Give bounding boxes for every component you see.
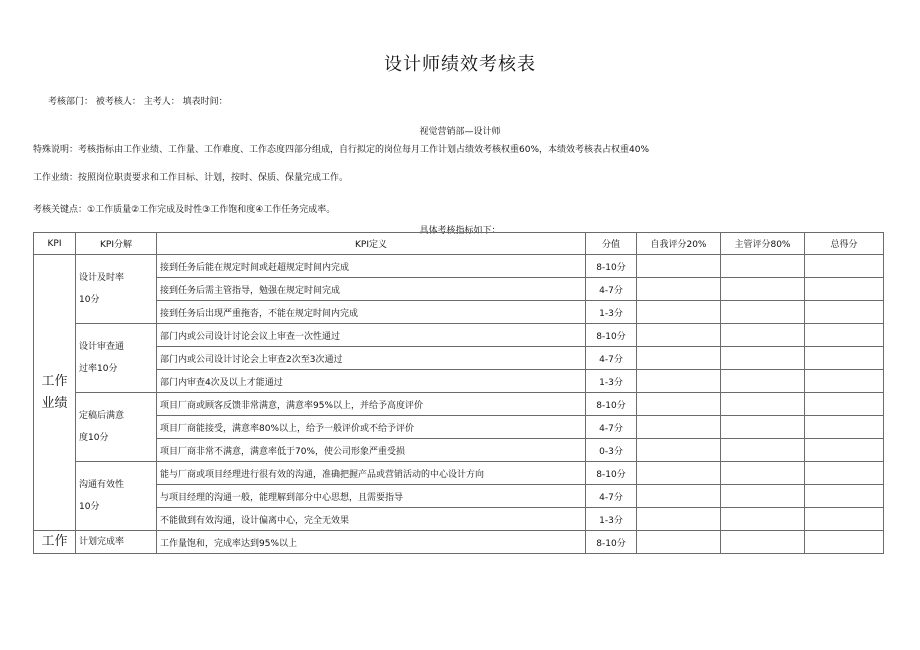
score-cell: 1-3分 [586,508,637,531]
kpi-decomposition-line: 10分 [79,502,100,512]
score-cell: 8-10分 [586,324,637,347]
self-eval-cell[interactable] [637,255,721,278]
supervisor-eval-cell[interactable] [721,370,805,393]
total-score-cell[interactable] [805,324,884,347]
score-cell: 4-7分 [586,416,637,439]
score-cell: 8-10分 [586,462,637,485]
header-kpi: KPI [34,233,76,255]
header-total: 总得分 [805,233,884,255]
supervisor-eval-cell[interactable] [721,439,805,462]
kpi-definition-cell: 部门内或公司设计讨论会议上审查一次性通过 [157,324,586,347]
kpi-category-line: 工作 [41,373,68,389]
total-score-cell[interactable] [805,255,884,278]
key-points: 考核关键点：①工作质量②工作完成及时性③工作饱和度④工作任务完成率。 [33,205,336,215]
kpi-decomposition-line: 沟通有效性 [79,480,125,490]
kpi-table [33,232,884,554]
total-score-cell[interactable] [805,393,884,416]
score-cell: 8-10分 [586,393,637,416]
self-eval-cell[interactable] [637,485,721,508]
supervisor-eval-cell[interactable] [721,508,805,531]
supervisor-eval-cell[interactable] [721,393,805,416]
score-cell: 4-7分 [586,347,637,370]
self-eval-cell[interactable] [637,531,721,554]
self-eval-cell[interactable] [637,508,721,531]
total-score-cell[interactable] [805,301,884,324]
supervisor-eval-cell[interactable] [721,324,805,347]
score-cell: 4-7分 [586,278,637,301]
kpi-decomposition-line: 定稿后满意 [79,411,125,421]
table-caption: 具体考核指标如下： [419,226,501,236]
supervisor-eval-cell[interactable] [721,255,805,278]
header-supervisor-eval: 主管评分80% [721,233,805,255]
kpi-definition-cell: 部门内或公司设计讨论会上审查2次至3次通过 [157,347,586,370]
document-title: 设计师绩效考核表 [384,54,536,75]
table-row [34,531,884,554]
supervisor-eval-cell[interactable] [721,416,805,439]
kpi-definition-cell: 不能做到有效沟通，设计偏离中心，完全无效果 [157,508,586,531]
score-cell: 0-3分 [586,439,637,462]
header-kpi-decomposition: KPI分解 [76,233,157,255]
table-row [34,278,884,301]
supervisor-eval-cell[interactable] [721,278,805,301]
kpi-decomposition-cell [76,462,157,531]
kpi-decomposition-line: 计划完成率 [79,537,125,547]
kpi-decomposition-line: 设计审查通 [79,342,125,352]
table-row [34,416,884,439]
header-kpi-definition: KPI定义 [157,233,586,255]
table-row [34,393,884,416]
header-self-eval: 自我评分20% [637,233,721,255]
table-row [34,301,884,324]
total-score-cell[interactable] [805,485,884,508]
self-eval-cell[interactable] [637,347,721,370]
self-eval-cell[interactable] [637,370,721,393]
self-eval-cell[interactable] [637,462,721,485]
department-line: 视觉营销部—设计师 [419,127,501,137]
table-header-row [34,233,884,255]
kpi-decomposition-cell [76,255,157,324]
kpi-definition-cell: 接到任务后需主管指导，勉强在规定时间完成 [157,278,586,301]
table-row [34,347,884,370]
score-cell: 1-3分 [586,301,637,324]
table-row [34,462,884,485]
total-score-cell[interactable] [805,508,884,531]
kpi-definition-cell: 接到任务后出现严重拖沓，不能在规定时间内完成 [157,301,586,324]
self-eval-cell[interactable] [637,416,721,439]
score-cell: 8-10分 [586,255,637,278]
table-row [34,439,884,462]
table-row [34,324,884,347]
score-cell: 8-10分 [586,531,637,554]
kpi-category-cell [34,255,76,531]
total-score-cell[interactable] [805,278,884,301]
supervisor-eval-cell[interactable] [721,485,805,508]
kpi-category-line: 工作 [41,534,68,549]
table-row [34,370,884,393]
self-eval-cell[interactable] [637,393,721,416]
kpi-definition-cell: 与项目经理的沟通一般，能理解到部分中心思想，且需要指导 [157,485,586,508]
supervisor-eval-cell[interactable] [721,531,805,554]
total-score-cell[interactable] [805,531,884,554]
supervisor-eval-cell[interactable] [721,347,805,370]
kpi-definition-cell: 项目厂商能接受，满意率80%以上，给予一般评价或不给予评价 [157,416,586,439]
kpi-decomposition-cell [76,531,157,554]
score-cell: 1-3分 [586,370,637,393]
kpi-decomposition-line: 10分 [79,295,100,305]
meta-line: 考核部门： 被考核人： 主考人： 填表时间： [48,97,228,107]
kpi-category-cell [34,531,76,554]
total-score-cell[interactable] [805,439,884,462]
total-score-cell[interactable] [805,347,884,370]
performance-note: 工作业绩：按照岗位职责要求和工作目标、计划，按时、保质、保量完成工作。 [33,173,349,183]
table-row [34,255,884,278]
self-eval-cell[interactable] [637,278,721,301]
total-score-cell[interactable] [805,416,884,439]
table-row [34,485,884,508]
kpi-definition-cell: 项目厂商或顾客反馈非常满意，满意率95%以上，并给予高度评价 [157,393,586,416]
self-eval-cell[interactable] [637,439,721,462]
kpi-definition-cell: 部门内审查4次及以上才能通过 [157,370,586,393]
self-eval-cell[interactable] [637,324,721,347]
kpi-definition-cell: 工作量饱和，完成率达到95%以上 [157,531,586,554]
special-note: 特殊说明：考核指标由工作业绩、工作量、工作难度、工作态度四部分组成，自行拟定的岗位每月工作计划占绩效考核权重60%，本绩效考核表占权重40% [33,145,650,155]
kpi-decomposition-line: 度10分 [79,433,109,443]
kpi-decomposition-cell [76,324,157,393]
kpi-definition-cell: 接到任务后能在规定时间或赶超规定时间内完成 [157,255,586,278]
kpi-decomposition-line: 设计及时率 [79,273,125,283]
kpi-definition-cell: 项目厂商非常不满意，满意率低于70%，使公司形象严重受损 [157,439,586,462]
kpi-category-line: 业绩 [41,395,68,411]
kpi-decomposition-line: 过率10分 [79,364,118,374]
supervisor-eval-cell[interactable] [721,301,805,324]
header-score: 分值 [586,233,637,255]
score-cell: 4-7分 [586,485,637,508]
self-eval-cell[interactable] [637,301,721,324]
kpi-definition-cell: 能与厂商或项目经理进行很有效的沟通，准确把握产品或营销活动的中心设计方向 [157,462,586,485]
total-score-cell[interactable] [805,370,884,393]
kpi-decomposition-cell [76,393,157,462]
total-score-cell[interactable] [805,462,884,485]
supervisor-eval-cell[interactable] [721,462,805,485]
table-row [34,508,884,531]
